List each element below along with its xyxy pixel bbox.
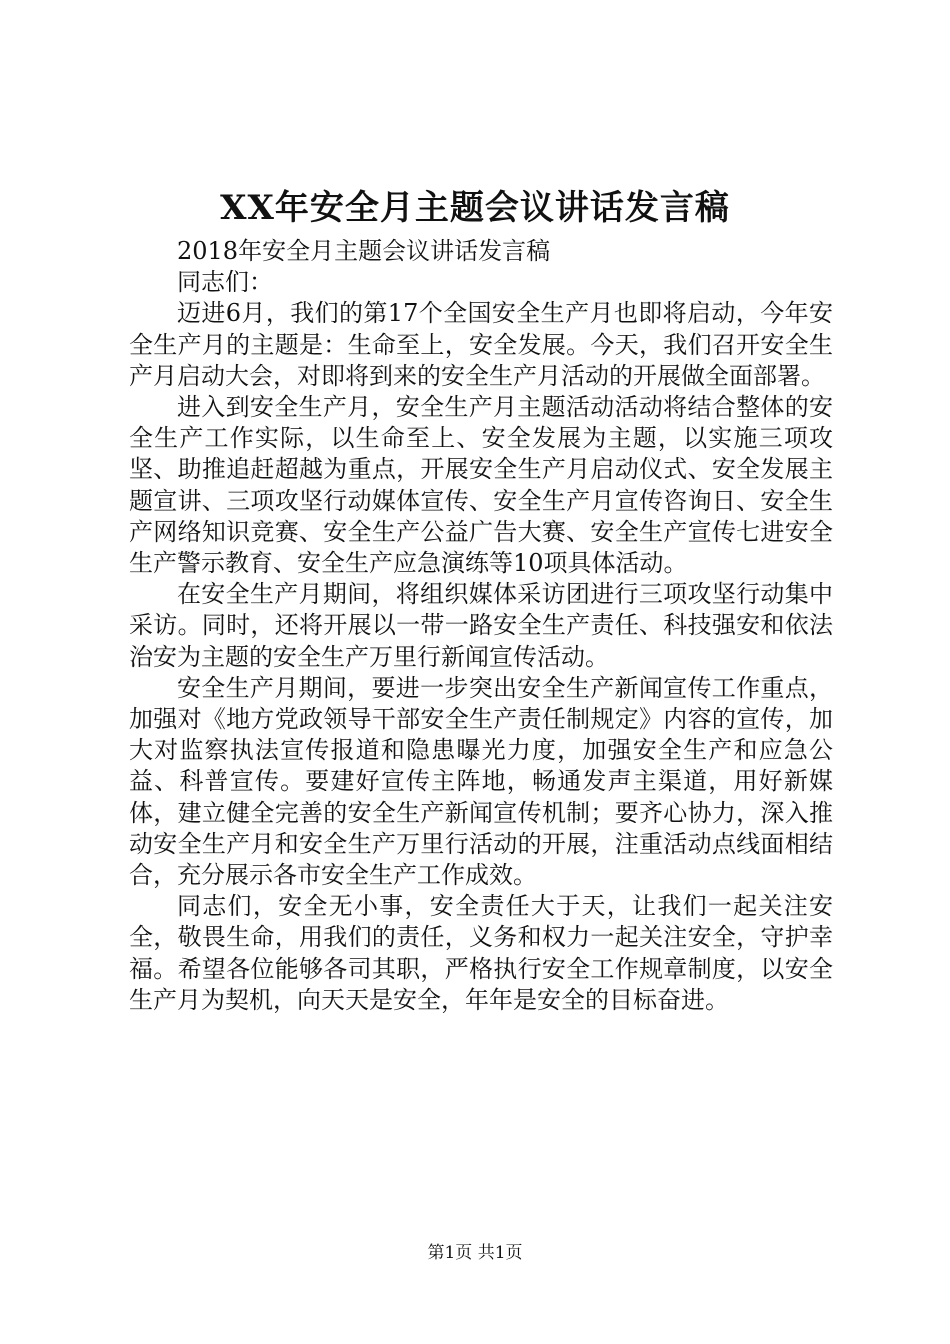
document-subtitle: 2018年安全月主题会议讲话发言稿 <box>177 237 551 265</box>
paragraph: 安全生产月期间，要进一步突出安全生产新闻宣传工作重点，加强对《地方党政领导干部安全生产责任制规定》内容的宣传，加大对监察执法宣传报道和隐患曝光力度，加强安全生产和应急公益、科普宣传。要建好宣传主阵地，畅通发声主渠道，用好新媒体，建立健全完善的安全生产新闻宣传机制；要齐心协力，深入推动安全生产月和安全生产万里行活动的开展，注重活动点线面相结合，充分展示各市安全生产工作成效。 <box>129 673 833 890</box>
document-body <box>129 236 833 1016</box>
paragraph: 迈进6月，我们的第17个全国安全生产月也即将启动，今年安全生产月的主题是：生命至上，安全发展。今天，我们召开安全生产月启动大会，对即将到来的安全生产月活动的开展做全面部署。 <box>129 299 833 390</box>
page-footer: 第1页 共1页 <box>427 1243 523 1263</box>
document-title: XX年安全月主题会议讲话发言稿 <box>220 188 730 228</box>
salutation: 同志们： <box>177 268 273 297</box>
paragraph: 进入到安全生产月，安全生产月主题活动活动将结合整体的安全生产工作实际，以生命至上、安全发展为主题，以实施三项攻坚、助推追赶超越为重点，开展安全生产月启动仪式、安全发展主题宣讲、三项攻坚行动媒体宣传、安全生产月宣传咨询日、安全生产网络知识竞赛、安全生产公益广告大赛、安全生产宣传七进安全生产警示教育、安全生产应急演练等10项具体活动。 <box>129 393 833 578</box>
paragraph: 同志们，安全无小事，安全责任大于天，让我们一起关注安全，敬畏生命，用我们的责任，义务和权力一起关注安全，守护幸福。希望各位能够各司其职，严格执行安全工作规章制度，以安全生产月为契机，向天天是安全，年年是安全的目标奋进。 <box>129 892 833 1014</box>
paragraph: 在安全生产月期间，将组织媒体采访团进行三项攻坚行动集中采访。同时，还将开展以一带一路安全生产责任、科技强安和依法治安为主题的安全生产万里行新闻宣传活动。 <box>129 580 833 671</box>
